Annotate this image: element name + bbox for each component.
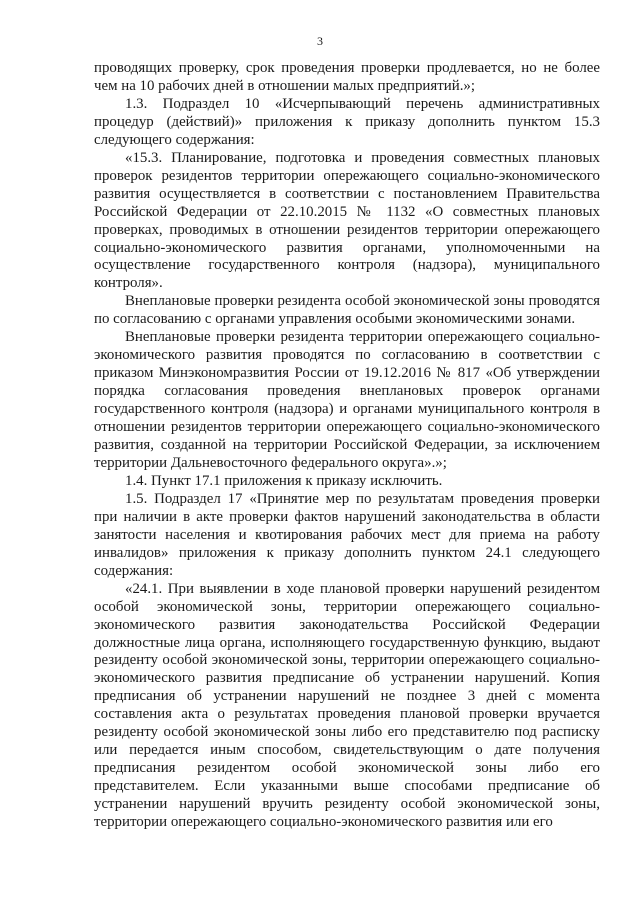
paragraph-1-4: 1.4. Пункт 17.1 приложения к приказу исключить. <box>125 472 443 489</box>
page-number: 3 <box>317 34 323 48</box>
paragraph-unscheduled-tor: Внеплановые проверки резидента территории опережающего социально-экономического развития проводятся по согласованию в соответствии с приказом Минэкономразвития России от 19.12.2016 № 817 «Об утверждении порядка согласования проведения внеплановых проверок органами государственного контроля (надзора) и органами муниципального контроля в отношении резидентов территории опережающего социально-экономического развития, созданной на территории Российской Федерации, за исключением территории Дальневосточного федерального округа».»; <box>94 329 600 471</box>
document-body <box>94 60 600 832</box>
paragraph-15-3: «15.3. Планирование, подготовка и проведения совместных плановых проверок резидентов территории опережающего социально-экономического развития осуществляется в соответствии с постановлением Правительства Российской Федерации от 22.10.2015 № 1132 «О совместных плановых проверках, проводимых в отношении резидентов территории опережающего социально-экономического развития органами, уполномоченными на осуществление государственного контроля (надзора), муниципального контроля». <box>94 149 600 292</box>
paragraph-24-1: «24.1. При выявлении в ходе плановой проверки нарушений резидентом особой экономической зоны, территории опережающего социально-экономического развития законодательства Российской Федерации должностные лица органа, исполняющего государственную функцию, выдают резиденту особой экономической зоны, территории опережающего социально-экономического развития предписание об устранении нарушений. Копия предписания об устранении нарушений не позднее 3 дней с момента составления акта о результатах проведения плановой проверки вручается резиденту особой экономической зоны либо его представителю под расписку или передается иным способом, свидетельствующим о дате получения предписания резидентом особой экономической зоны либо его представителем. Если указанными выше способами предписание об устранении нарушений вручить резиденту особой экономической зоны, территории опережающего социально-экономического развития или его <box>94 580 600 831</box>
paragraph-1-5: 1.5. Подраздел 17 «Принятие мер по результатам проведения проверки при наличии в акте проверки фактов нарушений законодательства в области занятости населения и квотирования рабочих мест для приема на работу инвалидов» приложения к приказу дополнить пунктом 24.1 следующего содержания: <box>94 490 600 579</box>
paragraph-1-3: 1.3. Подраздел 10 «Исчерпывающий перечень административных процедур (действий)» приложения к приказу дополнить пунктом 15.3 следующего содержания: <box>94 95 600 148</box>
paragraph-continuation: проводящих проверку, срок проведения проверки продлевается, но не более чем на 10 рабочих дней в отношении малых предприятий.»; <box>94 60 600 94</box>
paragraph-unscheduled-sez: Внеплановые проверки резидента особой экономической зоны проводятся по согласованию с органами управления особыми экономическими зонами. <box>94 293 600 328</box>
